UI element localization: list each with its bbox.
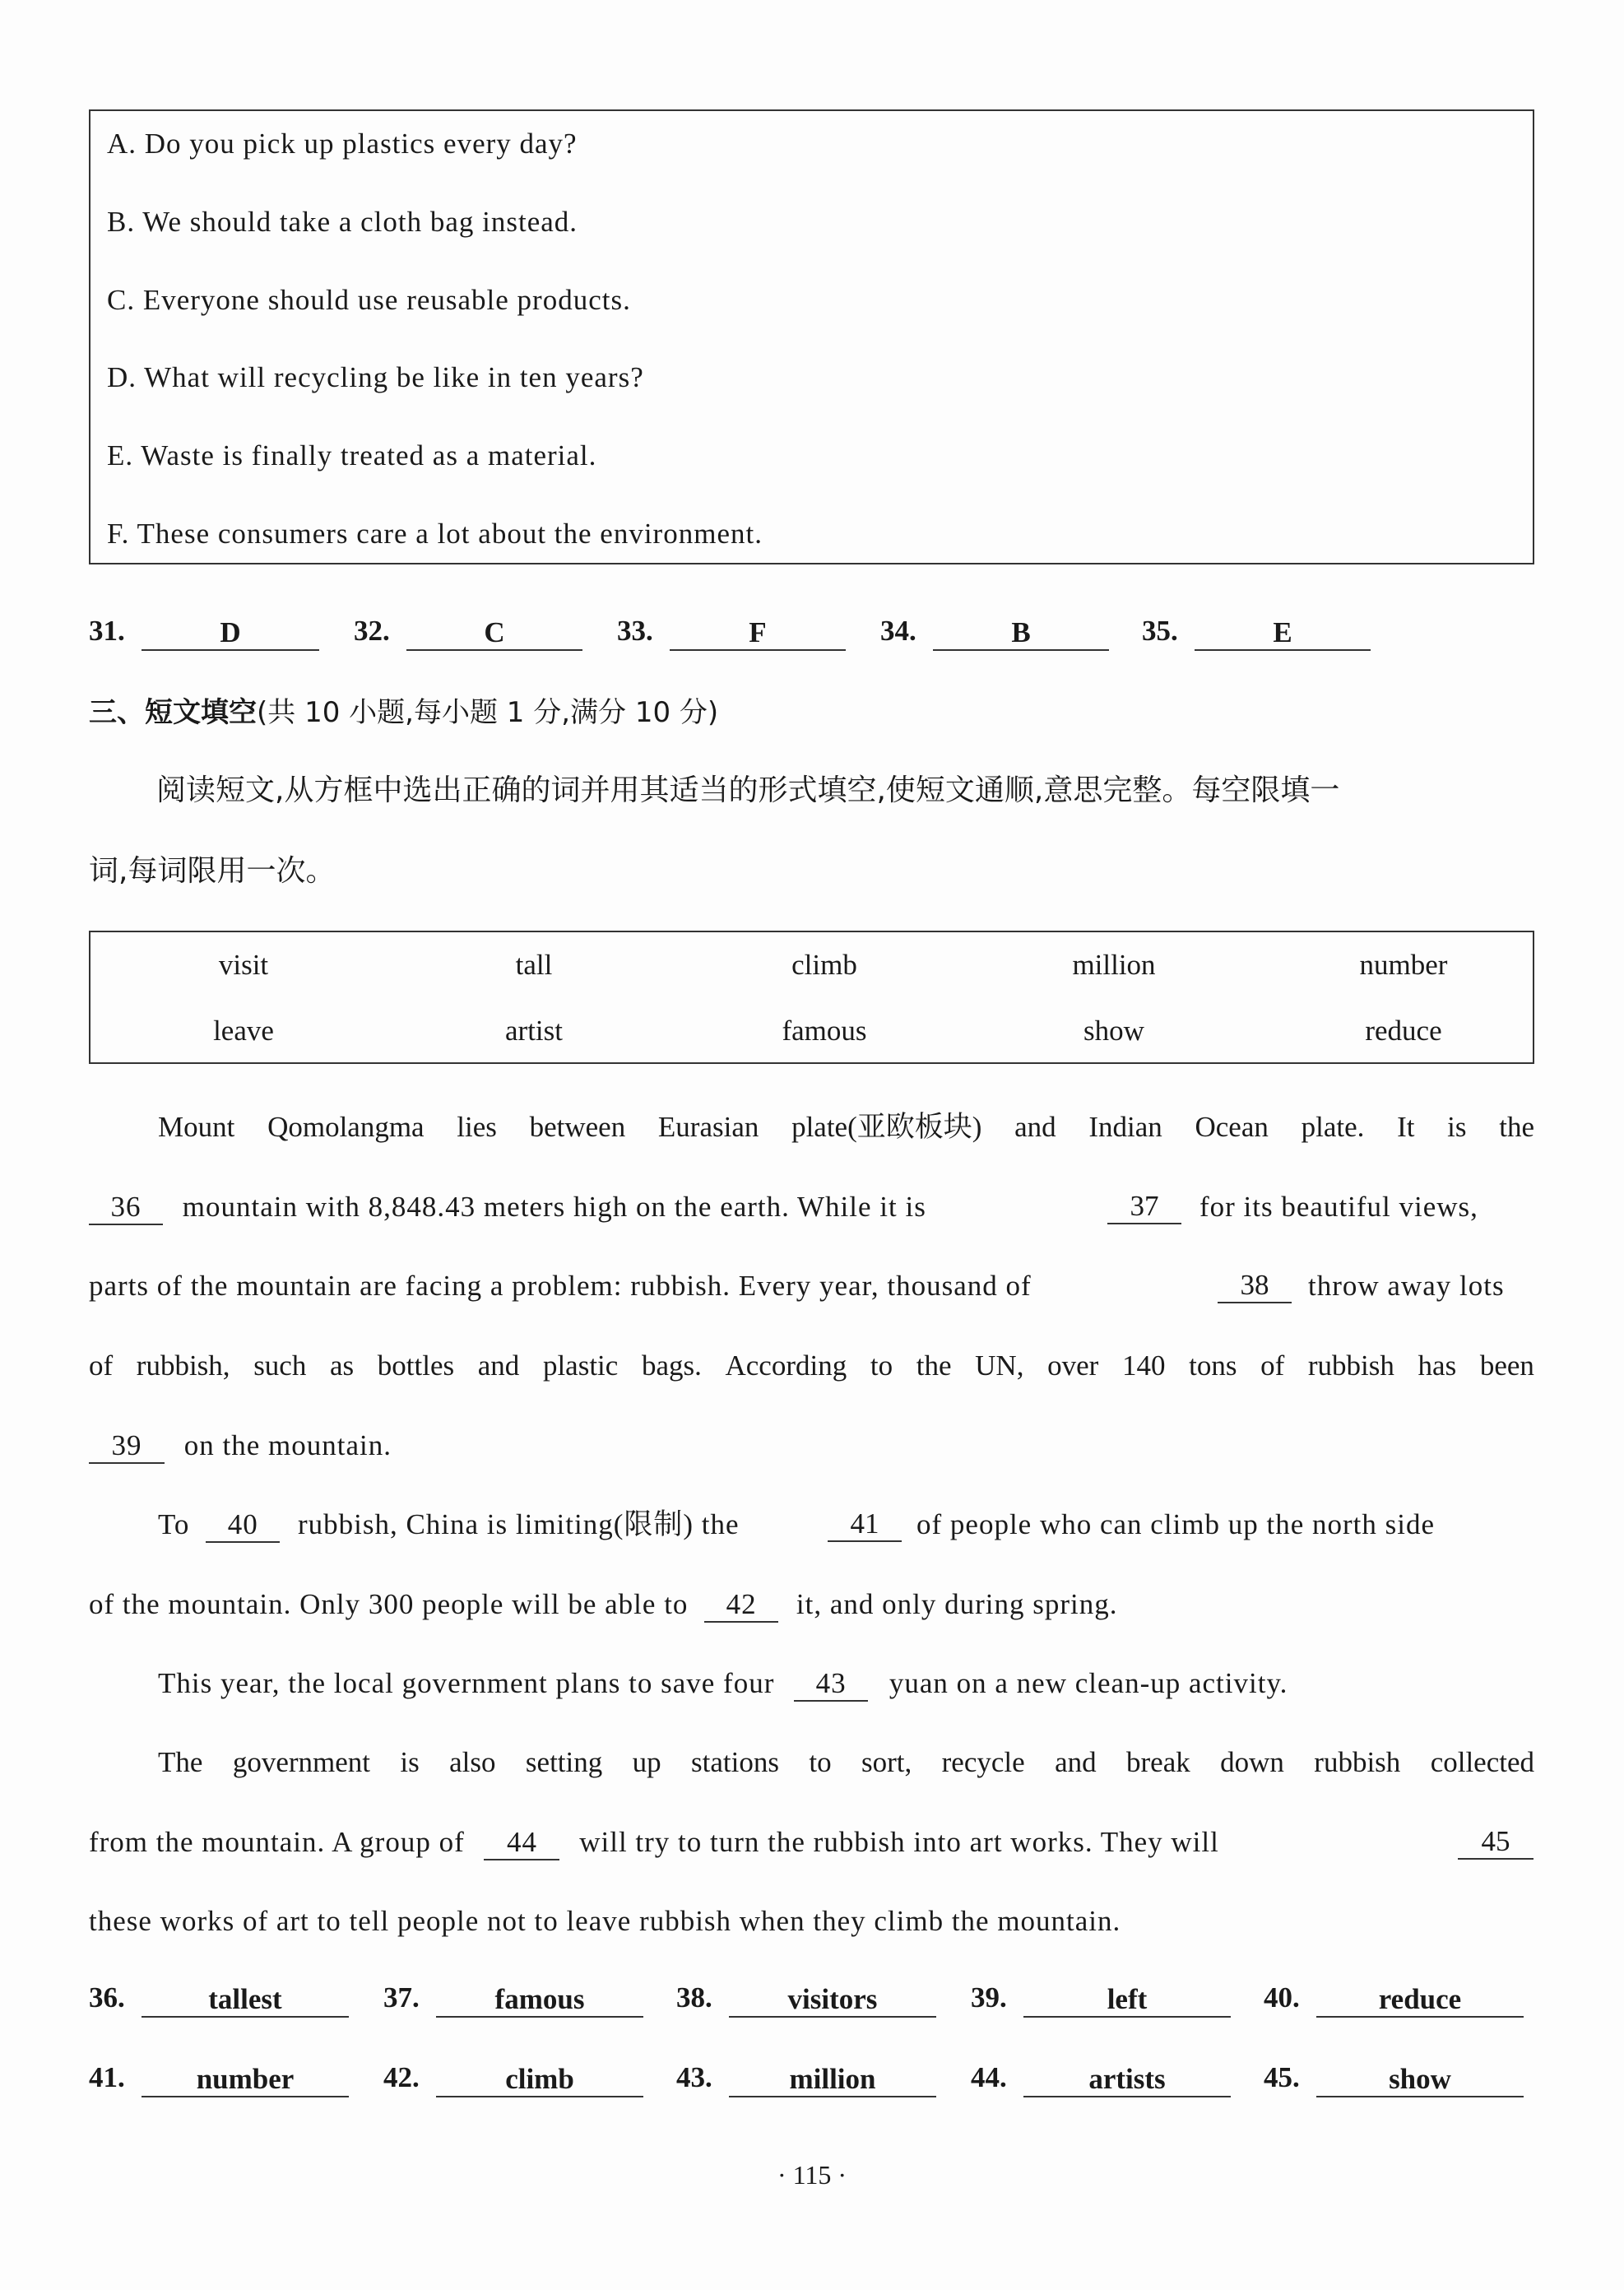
word: is [1447, 1111, 1467, 1143]
answer-blank: million [729, 2063, 936, 2097]
word: to [809, 1746, 832, 1778]
passage-line-1 [158, 1107, 1534, 1148]
text: will try to turn the rubbish into art works. They will [579, 1826, 1219, 1858]
word: collected [1430, 1746, 1534, 1778]
word-item: artist [505, 1015, 563, 1047]
question-number: 33. [617, 615, 653, 647]
section-title-rest: (共 10 小题,每小题 1 分,满分 10 分) [257, 696, 719, 729]
option-b: B. We should take a cloth bag instead. [107, 206, 578, 238]
word: bottles [377, 1349, 455, 1382]
answer-blank: number [142, 2063, 349, 2097]
word: break [1126, 1746, 1190, 1778]
word-item: million [1072, 949, 1156, 981]
answer-blank: left [1023, 1983, 1231, 2018]
passage-line-3: parts of the mountain are facing a problem: rubbish. Every year, thousand of [89, 1270, 1032, 1302]
word-box [89, 931, 1534, 1064]
question-number: 40. [1264, 1981, 1300, 2014]
option-d: D. What will recycling be like in ten years? [107, 361, 644, 393]
question-number: 37. [383, 1981, 420, 2014]
instruction-line-2: 词,每词限用一次。 [89, 854, 336, 888]
text: of the mountain. Only 300 people will be able to [89, 1588, 689, 1620]
word: and [1055, 1746, 1097, 1778]
passage-line-2 [89, 1187, 926, 1228]
blank-36: 36 [89, 1191, 163, 1225]
word: Eurasian [657, 1111, 759, 1143]
instruction-line-1: 阅读短文,从方框中选出正确的词并用其适当的形式填空,使短文通顺,意思完整。每空限填一 [156, 773, 1340, 807]
passage-line-6 [158, 1504, 740, 1545]
word: plate(亚欧板块) [791, 1111, 982, 1143]
passage-line-6-end: of people who can climb up the north side [916, 1508, 1436, 1540]
word-item: leave [213, 1015, 274, 1047]
word: rubbish [1307, 1349, 1394, 1382]
word: Qomolangma [267, 1111, 425, 1143]
word: to [870, 1349, 893, 1382]
word: government [232, 1746, 370, 1778]
word: as [329, 1349, 355, 1382]
word: been [1479, 1349, 1534, 1382]
word: UN, [975, 1349, 1024, 1382]
blank-43: 43 [794, 1667, 868, 1702]
text: on the mountain. [183, 1429, 392, 1461]
answer-blank: artists [1023, 2063, 1231, 2097]
word: plastic [542, 1349, 619, 1382]
word: According [725, 1349, 847, 1382]
options-box [89, 109, 1534, 564]
blank-37: 37 [1107, 1190, 1181, 1224]
word: also [449, 1746, 496, 1778]
answer-blank: E [1195, 616, 1371, 651]
word: tons [1189, 1349, 1237, 1382]
word: and [477, 1349, 520, 1382]
word: of [1260, 1349, 1285, 1382]
passage-line-7 [89, 1584, 1118, 1625]
text: rubbish, China is limiting(限制) the [297, 1508, 740, 1540]
word: such [253, 1349, 307, 1382]
option-a: A. Do you pick up plastics every day? [107, 128, 578, 160]
question-number: 35. [1142, 615, 1178, 647]
passage-line-2-end: for its beautiful views, [1199, 1191, 1478, 1223]
blank-40: 40 [206, 1508, 280, 1543]
blank-38: 38 [1218, 1269, 1292, 1303]
word: and [1014, 1111, 1056, 1143]
answer-blank: famous [436, 1983, 643, 2018]
answer-blank: D [142, 616, 319, 651]
word-item: reduce [1365, 1015, 1442, 1047]
text: it, and only during spring. [796, 1588, 1118, 1620]
word: bags. [641, 1349, 702, 1382]
question-number: 42. [383, 2061, 420, 2093]
word: recycle [941, 1746, 1025, 1778]
passage-line-11: these works of art to tell people not to leave rubbish when they climb the mountain. [89, 1905, 1121, 1937]
text: This year, the local government plans to save four [158, 1667, 775, 1699]
question-number: 34. [880, 615, 916, 647]
word: Mount [158, 1111, 235, 1143]
blank-41: 41 [828, 1507, 902, 1542]
word: Indian [1088, 1111, 1162, 1143]
blank-44: 44 [484, 1826, 559, 1860]
text: from the mountain. A group of [89, 1826, 465, 1858]
word: lies [457, 1111, 497, 1143]
option-e: E. Waste is finally treated as a material. [107, 439, 597, 471]
page-number: · 115 · [777, 2160, 847, 2190]
text: mountain with 8,848.43 meters high on the earth. While it is [182, 1191, 926, 1223]
word: It [1397, 1111, 1415, 1143]
answer-blank: climb [436, 2063, 643, 2097]
word: The [158, 1746, 203, 1778]
passage-line-4 [89, 1345, 1534, 1387]
answer-blank: tallest [142, 1983, 349, 2018]
passage-line-9 [158, 1742, 1534, 1783]
blank-39: 39 [89, 1429, 165, 1464]
answer-blank: show [1316, 2063, 1524, 2097]
passage-line-3-end: throw away lots [1308, 1270, 1505, 1302]
text: yuan on a new clean-up activity. [889, 1667, 1288, 1699]
question-number: 38. [676, 1981, 712, 2014]
question-number: 39. [971, 1981, 1007, 2014]
word: Ocean [1195, 1111, 1269, 1143]
answer-blank: reduce [1316, 1983, 1524, 2018]
question-number: 31. [89, 615, 125, 647]
answer-blank: B [933, 616, 1109, 651]
blank-45: 45 [1458, 1825, 1534, 1860]
word: plate. [1301, 1111, 1365, 1143]
word: rubbish [1314, 1746, 1401, 1778]
question-number: 43. [676, 2061, 712, 2093]
word: of [89, 1349, 114, 1382]
word-item: number [1359, 949, 1448, 981]
word-item: famous [782, 1015, 867, 1047]
word-item: show [1083, 1015, 1144, 1047]
word: is [400, 1746, 420, 1778]
word: 140 [1121, 1349, 1166, 1382]
option-f: F. These consumers care a lot about the environment. [107, 518, 763, 550]
blank-42: 42 [704, 1588, 778, 1623]
word: has [1418, 1349, 1457, 1382]
passage-line-5 [89, 1425, 392, 1466]
section-title [89, 690, 718, 730]
question-number: 41. [89, 2061, 125, 2093]
text: To [158, 1508, 190, 1540]
word: the [1499, 1111, 1534, 1143]
question-number: 32. [354, 615, 390, 647]
question-number: 45. [1264, 2061, 1300, 2093]
answer-blank: visitors [729, 1983, 936, 2018]
section-title-bold: 三、短文填空 [89, 696, 257, 729]
word: between [529, 1111, 626, 1143]
word-item: visit [218, 949, 269, 981]
answer-blank: F [670, 616, 846, 651]
word: stations [691, 1746, 779, 1778]
question-number: 44. [971, 2061, 1007, 2093]
word: rubbish, [136, 1349, 230, 1382]
word: up [632, 1746, 661, 1778]
word: over [1047, 1349, 1099, 1382]
passage-line-10 [89, 1822, 1219, 1863]
word: sort, [861, 1746, 912, 1778]
word: the [916, 1349, 952, 1382]
passage-line-8 [158, 1663, 1288, 1704]
word: down [1220, 1746, 1284, 1778]
answer-blank: C [406, 616, 582, 651]
word-item: climb [791, 949, 857, 981]
word-item: tall [515, 949, 553, 981]
question-number: 36. [89, 1981, 125, 2014]
word: setting [525, 1746, 603, 1778]
option-c: C. Everyone should use reusable products. [107, 284, 631, 316]
